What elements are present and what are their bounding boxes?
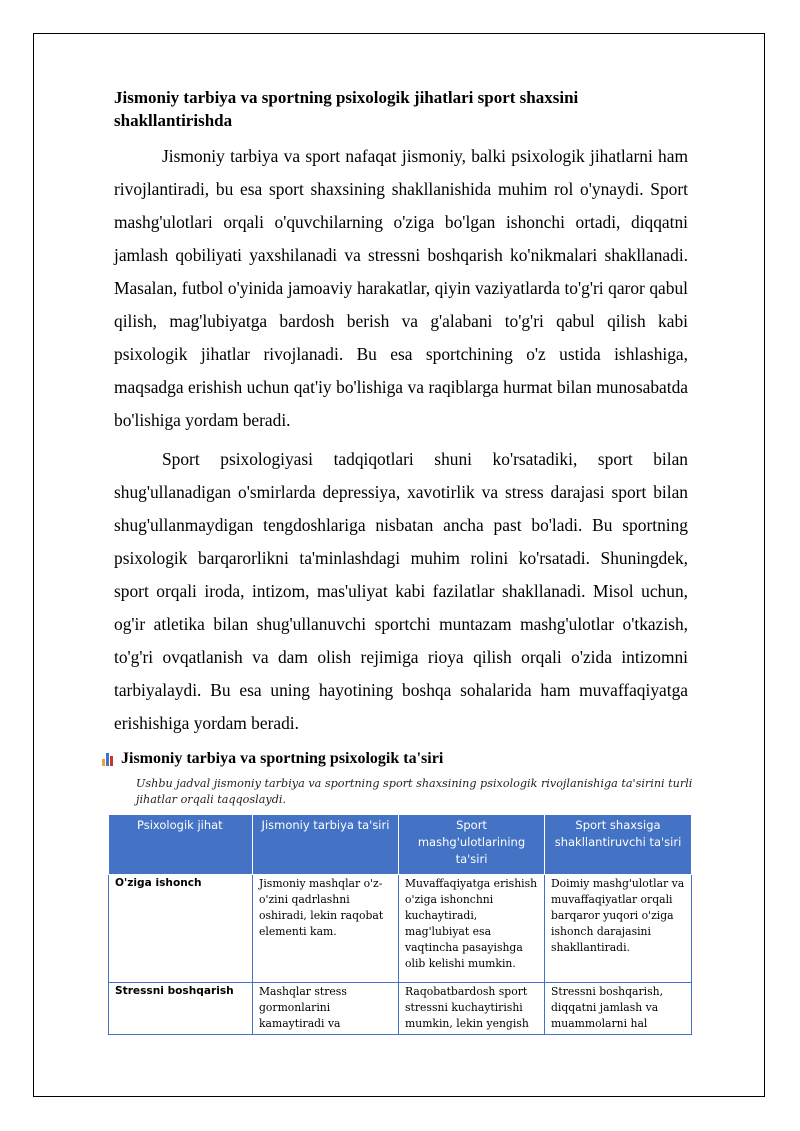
bar-chart-icon	[102, 752, 116, 766]
paragraph: Jismoniy tarbiya va sport nafaqat jismoniy, balki psixologik jihatlarni ham rivojlantiradi, bu esa sport shaxsining shakllanishida muhim rol o'ynaydi. Sport mashg'ulotlari orqali o'quvchilarning o'ziga bo'lgan ishonchi ortadi, diqqatni jamlash qobiliyati yaxshilanadi va stressni boshqarish ko'nikmalari shakllanadi. Masalan, futbol o'yinida jamoaviy harakatlar, qiyin vaziyatlarda to'g'ri qaror qabul qilish, mag'lubiyatga bardosh berish va g'alabani to'g'ri qabul qilish kabi psixologik jihatlar rivojlanadi. Bu esa sportchining o'z ustida ishlashiga, maqsadga erishish uchun qat'iy bo'lishiga va raqiblarga hurmat bilan munosabatda bo'lishiga yordam beradi.	[114, 146, 688, 430]
table-row	[109, 983, 692, 1035]
table-description: Ushbu jadval jismoniy tarbiya va sportning sport shaxsining psixologik rivojlanishiga ta'sirini turli jihatlar orqali taqqoslaydi.	[136, 777, 693, 806]
table-header-row	[109, 815, 692, 875]
column-header: Sport mashg'ulotlarining ta'siri	[399, 815, 545, 875]
section-heading-text: Jismoniy tarbiya va sportning psixologik ta'siri	[121, 750, 444, 767]
document-body	[114, 86, 693, 1035]
column-header: Psixologik jihat	[109, 815, 253, 875]
comparison-table	[108, 814, 692, 1035]
table-cell: Muvaffaqiyatga erishish o'ziga ishonchni kuchaytiradi, mag'lubiyat esa vaqtincha pasayishga olib kelishi mumkin.	[399, 875, 545, 983]
document-title: Jismoniy tarbiya va sportning psixologik jihatlari sport shaxsini shakllantirishda	[114, 88, 579, 130]
column-header: Sport shaxsiga shakllantiruvchi ta'siri	[545, 815, 692, 875]
table-cell: Doimiy mashg'ulotlar va muvaffaqiyatlar orqali barqaror yuqori o'ziga ishonch darajasini shakllantiradi.	[545, 875, 692, 983]
paragraph: Sport psixologiyasi tadqiqotlari shuni ko'rsatadiki, sport bilan shug'ullanadigan o'smirlarda depressiya, xavotirlik va stress darajasi sport bilan shug'ullanmaydigan tengdoshlariga nisbatan ancha past bo'ladi. Bu sportning psixologik barqarorlikni ta'minlashdagi muhim rolini ko'rsatadi. Shuningdek, sport orqali iroda, intizom, mas'uliyat kabi fazilatlar shakllanadi. Misol uchun, og'ir atletika bilan shug'ullanuvchi sportchi muntazam mashg'ulotlar o'tkazish, to'g'ri ovqatlanish va dam olish rejimiga rioya qilish orqali o'zida intizomni tarbiyalaydi. Bu esa uning hayotining boshqa sohalarida ham muvaffaqiyatga erishishiga yordam beradi.	[114, 449, 688, 733]
table-cell: Stressni boshqarish	[109, 983, 253, 1035]
table-cell: Jismoniy mashqlar o'z-o'zini qadrlashni oshiradi, lekin raqobat elementi kam.	[253, 875, 399, 983]
column-header: Jismoniy tarbiya ta'siri	[253, 815, 399, 875]
table-cell: Stressni boshqarish, diqqatni jamlash va muammolarni hal	[545, 983, 692, 1035]
section-heading	[114, 750, 688, 768]
table-cell: O'ziga ishonch	[109, 875, 253, 983]
table-cell: Mashqlar stress gormonlarini kamaytiradi va	[253, 983, 399, 1035]
table-row	[109, 875, 692, 983]
table-cell: Raqobatbardosh sport stressni kuchaytirishi mumkin, lekin yengish	[399, 983, 545, 1035]
